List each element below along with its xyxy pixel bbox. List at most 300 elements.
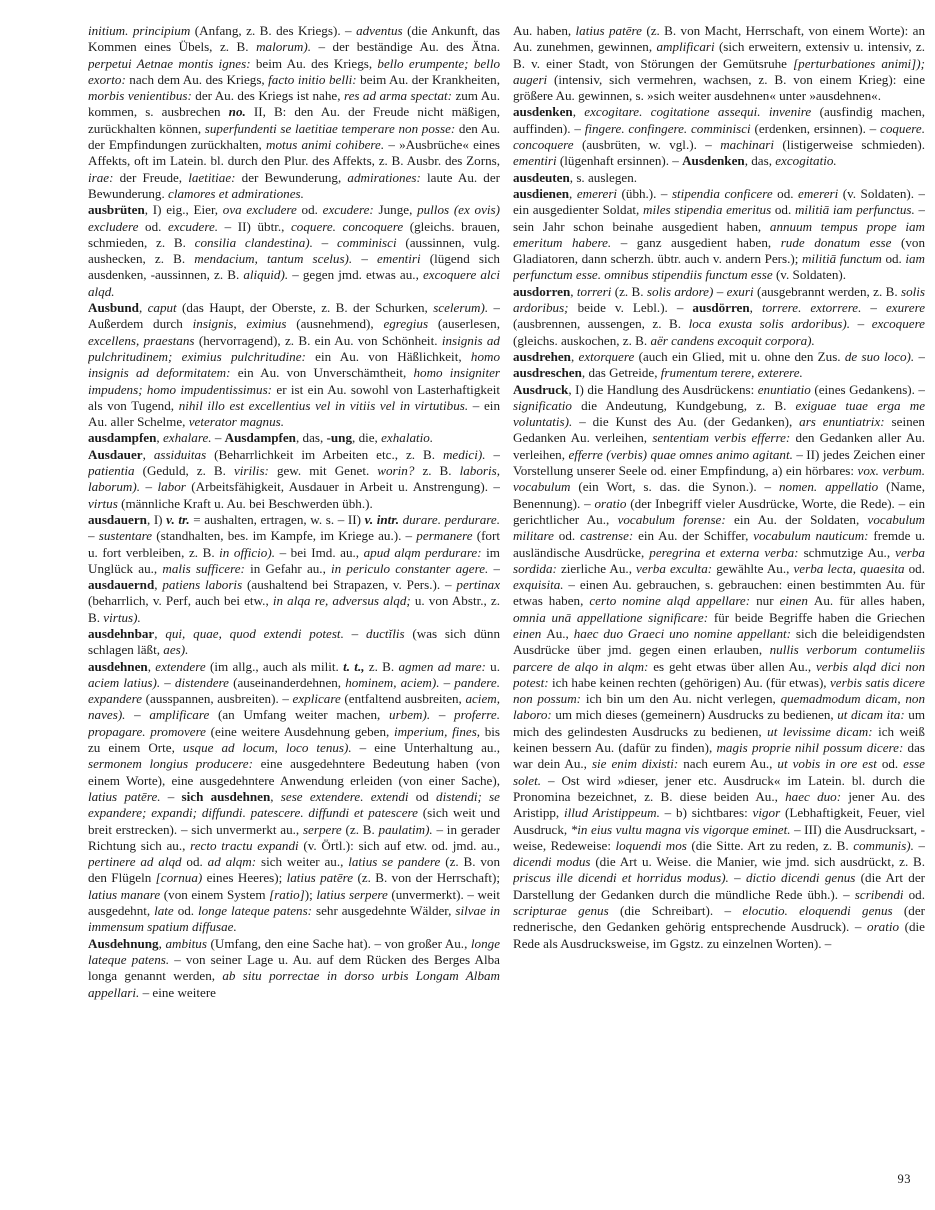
text-run: communis). bbox=[853, 837, 919, 853]
text-run: v. intr. bbox=[364, 511, 403, 527]
text-run: (z. B. von den Flügeln bbox=[88, 854, 500, 886]
text-run: dicendi modus bbox=[513, 854, 596, 870]
text-run: – sein Jahr schon beinahe ausgedient haben, bbox=[513, 202, 925, 234]
text-run: – bbox=[214, 430, 225, 446]
text-run: exhalare. bbox=[162, 430, 215, 446]
entry-paragraph bbox=[88, 626, 500, 659]
entry-paragraph bbox=[88, 300, 500, 430]
text-run: Junge, bbox=[378, 202, 418, 218]
text-run: (auseinanderdehnen, bbox=[233, 674, 346, 690]
text-run: malorum). bbox=[256, 39, 319, 55]
text-run: – von seiner Lage u. Au. auf dem Rücken des Berges Alba longa genannt werden, bbox=[88, 951, 500, 984]
text-run: explicare bbox=[292, 691, 345, 707]
text-run: excudere: bbox=[322, 202, 379, 218]
entry-paragraph bbox=[88, 202, 500, 300]
text-run: ementiri bbox=[513, 153, 560, 169]
text-run: (ausgebrannt werden, z. B. bbox=[756, 283, 901, 299]
text-run: vocabulum forense: bbox=[617, 511, 735, 527]
text-run: – bei Imd. au., bbox=[279, 544, 364, 560]
text-run: haec duo Graeci uno nomine appellant: bbox=[573, 625, 796, 641]
text-run: militiā functum bbox=[801, 251, 886, 267]
text-run: latius serpere bbox=[316, 886, 392, 902]
text-run: laboris, laborum). bbox=[88, 463, 500, 495]
text-run: exhalatio. bbox=[381, 430, 434, 446]
text-run: , I) die Handlung des Ausdrückens: bbox=[568, 381, 758, 397]
text-run: ausbrüten bbox=[88, 202, 145, 218]
text-run: excogitatio. bbox=[775, 153, 837, 169]
text-run: im Unglück au., bbox=[88, 544, 500, 576]
text-run: annuum tempus prope iam emeritum habere. bbox=[513, 218, 925, 250]
text-run: , das, bbox=[744, 153, 776, 169]
text-run: die Andeutung, Kundgebung, z. B. bbox=[581, 397, 796, 413]
text-run: in Gefahr au., bbox=[250, 560, 332, 576]
text-run: latius se pandere bbox=[348, 854, 446, 870]
text-run: eine ausgedehntere Bedeutung haben (von einem Worte), eine ausgedehntere Anwendung erleiden (von einer Sache), bbox=[88, 756, 500, 788]
text-run: loca exusta solis ardoribus). bbox=[688, 316, 858, 332]
text-run: ut vobis in ore est bbox=[777, 756, 882, 772]
text-run: ausdreschen bbox=[513, 365, 582, 381]
text-run: – bbox=[870, 300, 886, 316]
text-run: aes). bbox=[163, 642, 189, 658]
text-run: sich ausdehnen bbox=[181, 788, 271, 804]
text-run: in alqa re, adversus alqd; bbox=[272, 593, 415, 609]
text-run: – bbox=[351, 625, 367, 641]
text-run: proferre. propagare. promovere bbox=[88, 707, 500, 739]
text-run: (auserlesen, bbox=[437, 316, 500, 332]
text-run: paulatim). bbox=[378, 821, 437, 837]
text-run: ausdrehen bbox=[513, 348, 571, 364]
text-run: , I) bbox=[146, 511, 167, 527]
text-run: [perturbationes animi]); augeri bbox=[513, 55, 925, 87]
text-run: qui, quae, quod extendi potest. bbox=[165, 625, 352, 641]
text-run: latius manare bbox=[88, 886, 164, 902]
text-run: scripturae genus bbox=[513, 903, 621, 919]
text-run: (ausnehmend), bbox=[296, 316, 384, 332]
text-run: (von einem System bbox=[163, 886, 270, 902]
text-run: (lügenhaft ersinnen). – bbox=[559, 153, 683, 169]
text-run: , das, bbox=[295, 430, 327, 446]
text-run: stipendia conficere bbox=[671, 185, 778, 201]
text-run: Ausdampfen bbox=[224, 430, 296, 446]
text-run: usque ad locum, loco tenus). bbox=[182, 740, 360, 756]
text-run: , bbox=[154, 625, 166, 641]
text-run: od. bbox=[558, 528, 580, 544]
text-run: für beide Begriffe haben die Griechen bbox=[713, 609, 925, 625]
text-run: (das Haupt, der Oberste, z. B. der Schurken, bbox=[182, 300, 434, 316]
text-run: (was sich dünn schlagen läßt, bbox=[88, 625, 500, 658]
text-run: sese extendere. extendi bbox=[280, 788, 416, 804]
text-run: latius patēre bbox=[286, 870, 358, 886]
text-run: (Lebhaftigkeit, Feuer, viel Ausdruck, bbox=[513, 805, 925, 837]
text-run: homo insigniter impudens; homo impudentissimus: bbox=[88, 365, 500, 397]
entry-paragraph bbox=[88, 512, 500, 626]
entry-paragraph bbox=[513, 349, 925, 382]
text-run: (entfaltend ausbreiten, bbox=[344, 691, 466, 707]
text-run: (v. Örtl.): sich auf etw. od. jmd. au., bbox=[303, 837, 500, 853]
text-run: – die Kunst des Au. (der Gedanken), bbox=[579, 414, 800, 430]
text-run: (aushaltend bei Strapazen, v. Pers.). – bbox=[247, 577, 457, 593]
text-run: (Name, Benennung). – bbox=[513, 479, 925, 511]
text-run: veterator magnus. bbox=[188, 414, 285, 430]
text-run: , bbox=[158, 935, 166, 951]
text-run: motus animi cohibere. bbox=[266, 137, 389, 153]
text-run: coquere. concoquere bbox=[513, 120, 925, 153]
text-run: bello erumpente; bello exorto: bbox=[88, 55, 500, 87]
text-run: (z. B. von Macht, Herrschaft, von einem Worte): an Au. zunehmen, gewinnen, bbox=[513, 23, 925, 55]
text-run: – bbox=[145, 479, 158, 495]
text-run: amplificare bbox=[149, 707, 218, 723]
text-run: beide v. Lebl.). – bbox=[577, 300, 693, 316]
text-run: morbis venientibus: bbox=[88, 88, 196, 104]
text-run: od. bbox=[774, 202, 795, 218]
text-run: exiguae tuae erga me voluntatis). bbox=[513, 397, 925, 430]
text-run: – eine weitere bbox=[142, 984, 216, 1000]
text-run: einen bbox=[779, 593, 814, 609]
text-run: exuri bbox=[726, 283, 757, 299]
text-run: miles stipendia emeritus bbox=[643, 202, 775, 218]
text-run: (z. B. von der Herrschaft); bbox=[357, 870, 500, 886]
text-run: ich bin um den Au. nicht verlegen, bbox=[585, 691, 781, 707]
text-run: gew. mit Genet. bbox=[276, 463, 378, 479]
text-run: u. bbox=[490, 658, 500, 674]
text-run: (gleichs. auskochen, z. B. bbox=[513, 332, 651, 348]
text-run: jener Au. des Aristipp, bbox=[513, 788, 925, 821]
text-run: ausdeuten bbox=[513, 169, 570, 185]
text-run: facto initio belli: bbox=[268, 71, 361, 87]
text-run: – bbox=[167, 788, 182, 804]
text-run: der Au. des Kriegs ist nahe, bbox=[195, 88, 344, 104]
text-run: extendere bbox=[155, 658, 210, 674]
text-run: hominem, aciem). bbox=[345, 674, 444, 690]
text-run: zum Au. kommen, s. ausbrechen bbox=[88, 88, 500, 120]
text-run: , bbox=[749, 300, 762, 316]
text-run: haec duo: bbox=[785, 788, 849, 804]
text-run: (Anfang, z. B. des Kriegs). – bbox=[194, 23, 357, 38]
text-run: , das Getreide, bbox=[581, 365, 661, 381]
text-run: no. bbox=[228, 104, 254, 120]
text-run: late bbox=[154, 903, 178, 919]
text-run: fingere. confingere. comminisci bbox=[584, 120, 755, 136]
text-run: recto tractu expandi bbox=[190, 837, 304, 853]
text-run: ich weiß keinen bessern Au. (dafür zu finden), bbox=[513, 723, 925, 756]
text-run: – Ost wird »dieser, jener etc. Ausdruck« im Latein. bl. durch die Pronomina bezeichnet, z. B. diese beiden Au., bbox=[513, 772, 925, 804]
text-run: emereri bbox=[798, 185, 843, 201]
text-run: – bbox=[918, 348, 925, 364]
text-run: sententiam verbis efferre: bbox=[652, 430, 796, 446]
text-run: (sich erweitern, extensiv u. intensiv, z. B. v. einer Stadt, von Störungen der Gemütsruhe bbox=[513, 39, 925, 71]
text-run: Ausbund bbox=[88, 300, 139, 316]
text-run: excellens, praestans bbox=[88, 332, 199, 348]
text-run: (von Gladiatoren, dann scherzh. übtr. auch v. andern Pers.); bbox=[513, 234, 925, 267]
text-run: ausdauernd bbox=[88, 577, 155, 593]
entry-paragraph bbox=[513, 170, 925, 186]
text-run: virtus bbox=[88, 495, 122, 511]
text-run: loquendi mos bbox=[615, 837, 692, 853]
text-run: verba sordida: bbox=[513, 544, 925, 576]
text-run: , bbox=[570, 283, 577, 299]
text-run: excogitare. cogitatione assequi. invenire bbox=[584, 104, 820, 120]
text-run: (lügend sich ausdenken, -aussinnen, z. B. bbox=[88, 251, 500, 283]
text-run: irae: bbox=[88, 169, 120, 185]
entry-paragraph bbox=[513, 23, 925, 104]
text-run: distendere bbox=[174, 674, 234, 690]
entry-paragraph bbox=[88, 430, 500, 446]
left-column bbox=[88, 23, 500, 1165]
text-run: sich die beleidigendsten Ausdrücke über jmd. gegen einen erlauben, bbox=[513, 625, 925, 658]
text-run: (listigerweise schmieden). bbox=[782, 137, 925, 153]
text-run: od. bbox=[908, 560, 925, 576]
text-run: – bbox=[443, 674, 455, 690]
entry-paragraph bbox=[88, 936, 500, 1001]
text-run: ambitus bbox=[165, 935, 211, 951]
text-run: patiens laboris bbox=[162, 577, 248, 593]
text-run: verbis satis dicere non possum: bbox=[513, 674, 925, 707]
text-run: excudere. bbox=[168, 218, 225, 234]
text-run: (männliche Kraft u. Au. bei Beschwerden übh.). bbox=[121, 495, 373, 511]
text-run: (im allg., auch als milit. bbox=[209, 658, 344, 674]
text-run: – in gerader Richtung sich au., bbox=[88, 821, 500, 853]
text-run: (die Art u. Weise. die Manier, wie jmd. sich ausdrückt, z. B. bbox=[595, 854, 925, 870]
text-run: um mich dieses (gemeinern) Ausdrucks zu bedienen, bbox=[555, 707, 838, 723]
text-run: ova excludere bbox=[222, 202, 302, 218]
text-columns bbox=[88, 23, 925, 1165]
text-run: nur bbox=[756, 593, 780, 609]
text-run: in officio). bbox=[219, 544, 280, 560]
text-run: [ratio] bbox=[269, 886, 305, 902]
text-run: nach eurem Au., bbox=[683, 756, 778, 772]
text-run: (standhalten, bes. im Kampfe, im Kriege au.). – bbox=[156, 528, 417, 544]
text-run: beim Au. des Kriegs, bbox=[255, 55, 378, 71]
text-run: eines Heeres); bbox=[206, 870, 287, 886]
text-run: – b) sichtbares: bbox=[664, 805, 753, 821]
text-run: einen bbox=[513, 625, 547, 641]
text-run: silvae in immensum spatium diffusae. bbox=[88, 903, 500, 935]
text-run: ein Au. der Soldaten, bbox=[734, 511, 868, 527]
text-run: ausdorren bbox=[513, 283, 571, 299]
text-run: (z. B. bbox=[614, 283, 647, 299]
entry-paragraph bbox=[513, 104, 925, 169]
text-run: magis proprie nihil possum dicere: bbox=[716, 740, 908, 756]
text-run: (sich weit und breit erstrecken). – sich unvermerkt au., bbox=[88, 805, 500, 837]
text-run: schmutzige Au., bbox=[803, 544, 896, 560]
text-run: longe lateque patens. bbox=[88, 935, 500, 967]
text-run: II, B: den Au. der Freude nicht mäßigen, zurückhalten können, bbox=[88, 104, 500, 136]
text-run: – III) die Ausdrucksart, -weise, Redeweise: bbox=[513, 821, 925, 853]
text-run: (gleichs. brauen, schmieden, z. B. bbox=[88, 218, 500, 250]
text-run: (v. Soldaten). – ein ausgedienter Soldat, bbox=[513, 185, 925, 218]
text-run: imperium, fines, bbox=[393, 723, 485, 739]
text-run: – eine Unterhaltung au., bbox=[359, 740, 500, 756]
page-number: 93 bbox=[897, 1172, 911, 1186]
text-run: res ad arma spectat: bbox=[343, 88, 456, 104]
text-run: assiduitas bbox=[153, 446, 215, 462]
text-run: (Geduld, z. B. bbox=[142, 463, 234, 479]
text-run: verba exculta: bbox=[636, 560, 717, 576]
text-run: (übh.). – bbox=[621, 185, 672, 201]
entry-paragraph bbox=[513, 284, 925, 349]
text-run: peregrina et externa verba: bbox=[649, 544, 804, 560]
text-run: – bbox=[88, 528, 99, 544]
text-run: esse solet. bbox=[513, 756, 925, 788]
text-run: mendacium, tantum scelus). bbox=[194, 251, 362, 267]
text-run: , bbox=[572, 104, 585, 120]
text-run: (intensiv, sich vermehren, wachsen, z. B. von einem Krieg): eine größere Au. gewinnen, s. »sich weiter ausdehnen« unter »ausdehnen«. bbox=[513, 71, 925, 104]
text-run: , I) eig., Eier, bbox=[144, 202, 223, 218]
text-run: um mich des gelindesten Ausdrucks zu bedienen, bbox=[513, 707, 925, 739]
text-run: (ausbrennen, aussengen, z. B. bbox=[513, 316, 689, 332]
text-run: (fort u. fort verbleiben, z. B. bbox=[88, 528, 500, 560]
text-run: (der rednerische, den Gedanken gehörig entsprechende Ausdruck). – bbox=[513, 903, 925, 935]
text-run: exurere bbox=[886, 300, 925, 316]
text-run: enuntiatio bbox=[757, 381, 815, 397]
text-run: ausdenken bbox=[513, 104, 573, 120]
text-run: , die, bbox=[352, 430, 382, 446]
text-run: ab situ porrectae in dorso urbis Longam Albam appellari. bbox=[88, 968, 500, 1000]
text-run: distendi; se expandere; expandi; diffundi. patescere. diffundi et patescere bbox=[88, 788, 500, 821]
text-run: longe lateque patens: bbox=[198, 903, 316, 919]
text-run: certo nomine alqd appellare: bbox=[589, 593, 757, 609]
text-run: ductĭlis bbox=[366, 625, 413, 641]
text-run: latius patēre bbox=[575, 23, 647, 38]
text-run: – bbox=[164, 674, 175, 690]
text-run: (die Schreibart). – bbox=[620, 903, 743, 919]
text-run: comminisci bbox=[336, 234, 406, 250]
text-run: militiā iam perfunctus. bbox=[794, 202, 919, 218]
text-run: – bbox=[734, 870, 746, 886]
text-run: , bbox=[147, 658, 156, 674]
text-run: torrere. extorrere. bbox=[761, 300, 871, 316]
text-run: vox. verbum. vocabulum bbox=[513, 463, 925, 495]
text-run: od. bbox=[881, 756, 904, 772]
text-run: agmen ad mare: bbox=[398, 658, 491, 674]
text-run: z. B. bbox=[368, 658, 399, 674]
text-run: perpetui Aetnae montis ignes: bbox=[88, 55, 256, 71]
text-run: od bbox=[415, 788, 437, 804]
text-run: – bbox=[134, 707, 150, 723]
text-run: caput bbox=[147, 300, 183, 316]
text-run: pandere. expandere bbox=[88, 674, 500, 707]
text-run: er ist ein Au. sowohl von Lasterhaftigkeit als von Tugend, bbox=[88, 381, 500, 413]
text-run: (Arbeitsfähigkeit, Ausdauer in Arbeit u. Anstrengung). – bbox=[191, 479, 500, 495]
text-run: , bbox=[570, 348, 579, 364]
text-run: sich weiter au., bbox=[260, 854, 349, 870]
text-run: aër candens excoquit corpora). bbox=[650, 332, 815, 348]
text-run: – II) jedes Zeichen einer Vorstellung unserer Seele od. einer Empfindung, a) ein hörbares: bbox=[513, 446, 925, 479]
text-run: ars enuntiatrix: bbox=[799, 414, 892, 430]
text-run: efferre (verbis) quae omnes animo agitant. bbox=[568, 446, 797, 462]
text-run: sehr ausgedehnte Wälder, bbox=[315, 903, 456, 919]
text-run: (eines Gedankens). – bbox=[814, 381, 925, 397]
text-run: z. B. bbox=[422, 463, 460, 479]
text-run: oratio bbox=[867, 919, 905, 935]
text-run: t. t., bbox=[343, 658, 369, 674]
text-run: (Umfang, den eine Sache hat). – von großer Au., bbox=[210, 935, 471, 951]
text-run: – bbox=[493, 560, 500, 576]
text-run: *in eius vultu magna vis vigorque eminet. bbox=[570, 821, 795, 837]
text-run: permanere bbox=[416, 528, 477, 544]
text-run: castrense: bbox=[579, 528, 639, 544]
text-run: labor bbox=[157, 479, 192, 495]
text-run: excoquere bbox=[871, 316, 925, 332]
text-run: – einen Au. gebrauchen, s. gebrauchen: einen bestimmten Au. für etwas haben, bbox=[513, 577, 925, 609]
text-run: pullos (ex ovis) excludere bbox=[88, 202, 500, 234]
text-run: v. tr. bbox=[166, 511, 194, 527]
text-run: oratio bbox=[594, 495, 631, 511]
text-run: (hervorragend), z. B. ein Au. von Schönheit. bbox=[198, 332, 442, 348]
text-run: de suo loco). bbox=[844, 348, 919, 364]
text-run: laetitiae: bbox=[188, 169, 242, 185]
text-run: – bbox=[321, 234, 337, 250]
text-run: verba lecta, quaesita bbox=[793, 560, 909, 576]
text-run: bis zu einem Orte, bbox=[88, 723, 500, 756]
text-run: ausdienen bbox=[513, 185, 570, 201]
text-run: Au., bbox=[546, 625, 574, 641]
text-run: = aushalten, ertragen, w. s. – II) bbox=[193, 511, 365, 527]
text-run: , bbox=[154, 577, 163, 593]
text-run: insignis, eximius bbox=[192, 316, 297, 332]
text-run: fremde u. ausländische Ausdrücke, bbox=[513, 528, 925, 560]
text-run: od. bbox=[177, 903, 198, 919]
text-run: patientia bbox=[88, 463, 143, 479]
text-run: – der beständige Au. des Ätna. bbox=[318, 39, 500, 55]
text-run: (z. B. bbox=[345, 821, 379, 837]
text-run: sie enim dixisti: bbox=[591, 756, 684, 772]
text-run: ementiri bbox=[377, 251, 430, 267]
text-run: od. bbox=[777, 185, 799, 201]
text-run: consilia clandestina). bbox=[194, 234, 322, 250]
text-run: den Au. der Empfindungen zurückhalten, bbox=[88, 120, 500, 153]
text-run: (der Inbegriff vieler Ausdrücke, Worte, die Rede). – ein gerichtlicher Au., bbox=[513, 495, 925, 527]
text-run: nullis verborum contumeliis parcere de alqo in alqm: bbox=[513, 642, 925, 674]
text-run: der Freude, bbox=[119, 169, 189, 185]
entry-paragraph bbox=[88, 659, 500, 936]
text-run: medici). bbox=[442, 446, 494, 462]
text-run: – bbox=[857, 316, 872, 332]
text-run: omnia unā appellatione significare: bbox=[513, 609, 714, 625]
text-run: der Bewunderung, bbox=[241, 169, 348, 185]
text-run: coquere. concoquere bbox=[291, 218, 410, 234]
text-run: iam perfunctum esse. omnibus stipendiis functum esse bbox=[513, 251, 925, 283]
text-run: nomen. appellatio bbox=[778, 479, 887, 495]
text-run: malis sufficere: bbox=[162, 560, 251, 576]
text-run: es geht etwas über allen Au., bbox=[653, 658, 816, 674]
text-run: adventus bbox=[356, 23, 408, 38]
text-run: gewählte Au., bbox=[716, 560, 794, 576]
text-run: pertinere ad alqd bbox=[88, 854, 187, 870]
text-run: od. bbox=[145, 218, 168, 234]
text-run: – ganz ausgedient haben, bbox=[620, 234, 781, 250]
text-run: apud alqm perdurare: bbox=[363, 544, 487, 560]
text-run: (erdenken, ersinnen). – bbox=[754, 120, 881, 136]
text-run: aliquid). bbox=[243, 267, 293, 283]
text-run: durare. perdurare. bbox=[402, 511, 500, 527]
text-run: (v. Soldaten). bbox=[775, 267, 846, 283]
text-run: (die Art der Darstellung der Gedanken durch die mündliche Rede übh.). – bbox=[513, 870, 925, 902]
text-run: in periculo constanter agere. bbox=[331, 560, 494, 576]
text-run: initium. principium bbox=[88, 23, 195, 38]
text-run: – bbox=[438, 707, 455, 723]
text-run: vocabulum militare bbox=[513, 511, 925, 544]
text-run: insignis ad pulchritudinem; eximius pulchritudine: bbox=[88, 332, 500, 364]
text-run: urbem). bbox=[389, 707, 439, 723]
text-run: nihil illo est excellentius vel in vitiis vel in virtutibus. bbox=[178, 397, 473, 413]
text-run: machinari bbox=[720, 137, 783, 153]
text-run: serpere bbox=[302, 821, 346, 837]
text-run: ausdörren bbox=[692, 300, 750, 316]
text-run: beim Au. der Krankheiten, bbox=[360, 71, 500, 87]
text-run: (aussinnen, vulg. aushecken, z. B. bbox=[88, 234, 500, 267]
text-run: – gegen jmd. etwas au., bbox=[292, 267, 423, 283]
